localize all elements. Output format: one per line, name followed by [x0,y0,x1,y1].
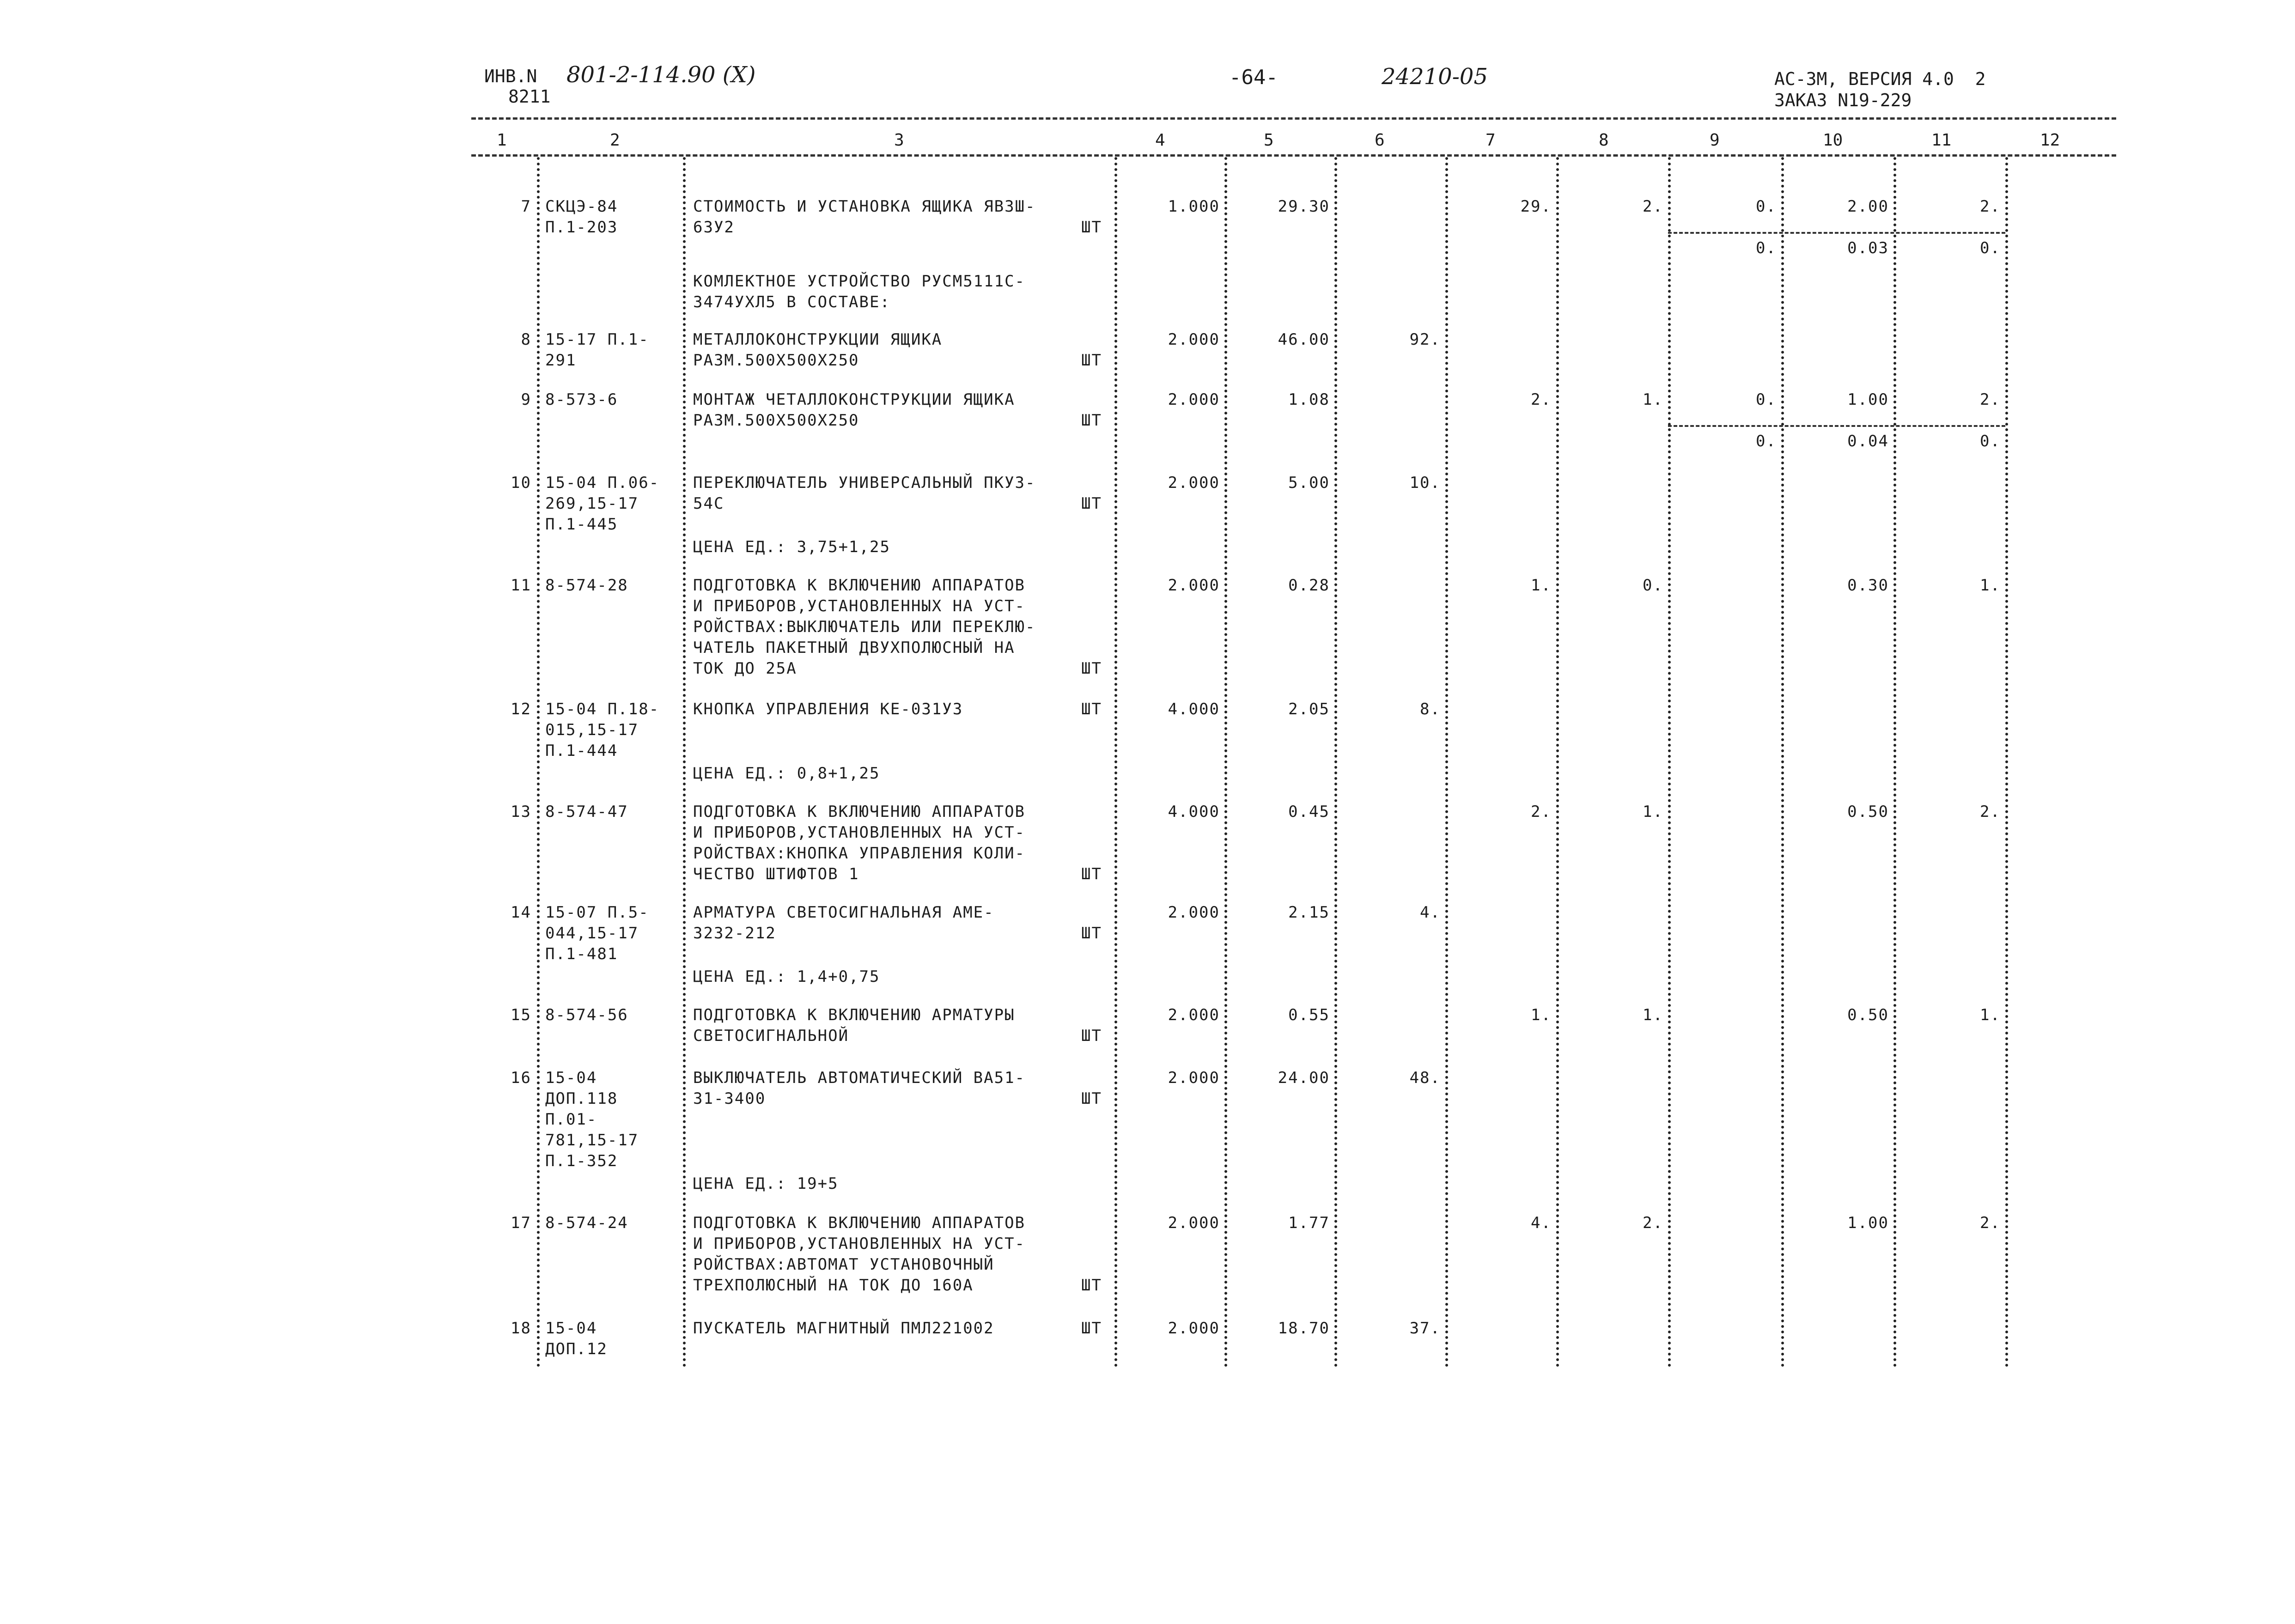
row-unit: ШТ [1081,659,1102,678]
value-c4: 2.000 [1168,1214,1220,1232]
row-unit: ШТ [1081,1319,1102,1338]
value-c4: 2.000 [1168,1006,1220,1024]
row-number: 14 [511,903,531,922]
row-description: 54С [693,494,724,513]
row-code: 781,15-17 [545,1131,639,1150]
value-c9: 0. [1756,390,1777,409]
row-description: ТОК ДО 25А [693,659,797,678]
row-description: ПОДГОТОВКА К ВКЛЮЧЕНИЮ АППАРАТОВ [693,1214,1026,1232]
row-description: МОНТАЖ ЧЕТАЛЛОКОНСТРУКЦИИ ЯЩИКА [693,390,1015,409]
value-c5: 46.00 [1278,330,1330,349]
row-description: ПОДГОТОВКА К ВКЛЮЧЕНИЮ АППАРАТОВ [693,576,1026,595]
row-code: 015,15-17 [545,721,639,739]
col-header-3: 3 [894,131,904,150]
row-number: 10 [511,474,531,492]
row-code: П.1-203 [545,218,618,237]
value-c10: 1.00 [1847,1214,1889,1232]
row-description: РАЗМ.500Х500Х250 [693,411,859,430]
row-code: 291 [545,351,577,370]
row-description: ВЫКЛЮЧАТЕЛЬ АВТОМАТИЧЕСКИЙ ВА51- [693,1069,1026,1087]
column-separator [1445,157,1448,1368]
column-separator [683,157,686,1368]
section-heading: 3474УХЛ5 В СОСТАВЕ: [693,293,890,311]
value-c7: 1. [1531,1006,1552,1024]
row-number: 17 [511,1214,531,1232]
stamp-code: 24210-05 [1382,64,1488,90]
col-header-9: 9 [1710,131,1720,150]
row-description: ПЕРЕКЛЮЧАТЕЛЬ УНИВЕРСАЛЬНЫЙ ПКУЗ- [693,474,1036,492]
value-c11: 2. [1980,390,2001,409]
col-header-10: 10 [1823,131,1843,150]
column-separator [2005,157,2008,1368]
row-code: 15-04 [545,1319,597,1338]
row-number: 15 [511,1006,531,1024]
value-c10: 2.00 [1847,197,1889,216]
col-header-11: 11 [1931,131,1952,150]
row-description: СТОИМОСТЬ И УСТАНОВКА ЯЩИКА ЯВЗШ- [693,197,1036,216]
row-code: 8-574-56 [545,1006,628,1024]
row-description: РОЙСТВАХ:ВЫКЛЮЧАТЕЛЬ ИЛИ ПЕРЕКЛЮ- [693,618,1036,636]
column-separator [1668,157,1671,1368]
row-number: 7 [521,197,531,216]
row-unit: ШТ [1081,924,1102,943]
value-c11: 2. [1980,1214,2001,1232]
row-number: 11 [511,576,531,595]
value-c5: 1.77 [1288,1214,1330,1232]
value-c6: 37. [1409,1319,1441,1338]
row-code: 8-573-6 [545,390,618,409]
row-unit: ШТ [1081,218,1102,237]
row-description: ПУСКАТЕЛЬ МАГНИТНЫЙ ПМЛ221002 [693,1319,994,1338]
subvalue-c11b: 0. [1980,432,2001,450]
value-c6: 4. [1420,903,1441,922]
row-code: П.01- [545,1110,597,1129]
row-unit: ШТ [1081,700,1102,718]
row-code: 269,15-17 [545,494,639,513]
section-heading: КОМЛЕКТНОЕ УСТРОЙСТВО РУСМ5111С- [693,272,1026,291]
column-separator [1556,157,1559,1368]
row-description: ЧЕСТВО ШТИФТОВ 1 [693,865,859,883]
inventory-number: 8211 [508,86,551,107]
row-description: И ПРИБОРОВ,УСТАНОВЛЕННЫХ НА УСТ- [693,823,1026,842]
value-c7: 2. [1531,390,1552,409]
value-c4: 2.000 [1168,390,1220,409]
row-description: 63У2 [693,218,735,237]
value-c5: 1.08 [1288,390,1330,409]
value-c5: 2.15 [1288,903,1330,922]
value-c5: 0.28 [1288,576,1330,595]
row-number: 16 [511,1069,531,1087]
value-c11: 2. [1980,197,2001,216]
row-code: 8-574-24 [545,1214,628,1232]
value-c6: 92. [1409,330,1441,349]
value-c11: 2. [1980,803,2001,821]
col-header-7: 7 [1485,131,1496,150]
row-description: ЧАТЕЛЬ ПАКЕТНЫЙ ДВУХПОЛЮСНЫЙ НА [693,639,1015,657]
value-c9: 0. [1756,197,1777,216]
row-description: РОЙСТВАХ:КНОПКА УПРАВЛЕНИЯ КОЛИ- [693,844,1026,863]
row-code: 15-07 П.5- [545,903,649,922]
row-description: ТРЕХПОЛЮСНЫЙ НА ТОК ДО 160А [693,1276,974,1295]
row-code: СКЦЭ-84 [545,197,618,216]
page-number: -64- [1229,66,1278,89]
row-description: И ПРИБОРОВ,УСТАНОВЛЕННЫХ НА УСТ- [693,597,1026,615]
row-code: П.1-444 [545,742,618,760]
row-code: 15-17 П.1- [545,330,649,349]
value-c4: 2.000 [1168,576,1220,595]
subvalue-c9b: 0. [1756,239,1777,257]
row-code: 15-04 П.06- [545,474,660,492]
column-separator [1893,157,1896,1368]
subvalue-c11b: 0. [1980,239,2001,257]
col-header-1: 1 [497,131,507,150]
col-header-2: 2 [610,131,620,150]
row-number: 9 [521,390,531,409]
row-code: 8-574-47 [545,803,628,821]
value-c6: 48. [1409,1069,1441,1087]
value-c5: 5.00 [1288,474,1330,492]
unit-price-note: ЦЕНА ЕД.: 3,75+1,25 [693,538,890,556]
value-c8: 1. [1643,1006,1663,1024]
subtotal-rule [1668,232,2005,234]
row-unit: ШТ [1081,494,1102,513]
row-description: ПОДГОТОВКА К ВКЛЮЧЕНИЮ АППАРАТОВ [693,803,1026,821]
value-c8: 1. [1643,390,1663,409]
col-header-4: 4 [1155,131,1165,150]
row-number: 8 [521,330,531,349]
value-c5: 29.30 [1278,197,1330,216]
column-separator [1781,157,1784,1368]
row-code: 8-574-28 [545,576,628,595]
value-c5: 24.00 [1278,1069,1330,1087]
value-c8: 1. [1643,803,1663,821]
unit-price-note: ЦЕНА ЕД.: 1,4+0,75 [693,967,880,986]
row-description: ПОДГОТОВКА К ВКЛЮЧЕНИЮ АРМАТУРЫ [693,1006,1015,1024]
value-c10: 0.30 [1847,576,1889,595]
row-unit: ШТ [1081,1276,1102,1295]
value-c7: 29. [1520,197,1552,216]
value-c6: 10. [1409,474,1441,492]
row-description: 3232-212 [693,924,776,943]
row-number: 12 [511,700,531,718]
program-version: АС-3М, ВЕРСИЯ 4.0 2 [1774,69,1986,89]
value-c4: 2.000 [1168,1319,1220,1338]
value-c8: 2. [1643,1214,1663,1232]
top-rule [471,117,2116,120]
row-code: ДОП.118 [545,1089,618,1108]
value-c10: 0.50 [1847,803,1889,821]
row-code: ДОП.12 [545,1340,608,1358]
value-c10: 0.50 [1847,1006,1889,1024]
row-unit: ШТ [1081,351,1102,370]
col-header-8: 8 [1599,131,1609,150]
row-code: П.1-481 [545,945,618,963]
row-number: 18 [511,1319,531,1338]
value-c7: 2. [1531,803,1552,821]
value-c7: 4. [1531,1214,1552,1232]
value-c8: 0. [1643,576,1663,595]
value-c4: 2.000 [1168,903,1220,922]
value-c4: 2.000 [1168,330,1220,349]
value-c11: 1. [1980,1006,2001,1024]
value-c4: 2.000 [1168,474,1220,492]
unit-price-note: ЦЕНА ЕД.: 19+5 [693,1174,839,1193]
header-bottom-rule [471,154,2116,157]
value-c4: 2.000 [1168,1069,1220,1087]
row-code: 044,15-17 [545,924,639,943]
value-c11: 1. [1980,576,2001,595]
value-c5: 2.05 [1288,700,1330,718]
row-unit: ШТ [1081,1089,1102,1108]
row-code: П.1-445 [545,515,618,534]
subtotal-rule [1668,425,2005,427]
value-c5: 0.55 [1288,1006,1330,1024]
row-code: 15-04 П.18- [545,700,660,718]
inventory-label: ИНВ.N [484,66,537,86]
row-description: РАЗМ.500Х500Х250 [693,351,859,370]
value-c4: 4.000 [1168,700,1220,718]
value-c7: 1. [1531,576,1552,595]
col-header-12: 12 [2040,131,2060,150]
row-description: МЕТАЛЛОКОНСТРУКЦИИ ЯЩИКА [693,330,943,349]
value-c10: 1.00 [1847,390,1889,409]
value-c5: 0.45 [1288,803,1330,821]
col-header-6: 6 [1375,131,1385,150]
row-description: КНОПКА УПРАВЛЕНИЯ КЕ-031У3 [693,700,963,718]
document-code: 801-2-114.90 (X) [566,62,756,88]
row-description: РОЙСТВАХ:АВТОМАТ УСТАНОВОЧНЫЙ [693,1255,994,1274]
order-number: ЗАКАЗ N19-229 [1774,90,1912,110]
row-code: П.1-352 [545,1152,618,1170]
value-c8: 2. [1643,197,1663,216]
row-description: 31-3400 [693,1089,766,1108]
value-c6: 8. [1420,700,1441,718]
value-c4: 4.000 [1168,803,1220,821]
row-description: АРМАТУРА СВЕТОСИГНАЛЬНАЯ АМЕ- [693,903,994,922]
row-description: СВЕТОСИГНАЛЬНОЙ [693,1027,849,1045]
row-unit: ШТ [1081,1027,1102,1045]
row-unit: ШТ [1081,411,1102,430]
value-c5: 18.70 [1278,1319,1330,1338]
row-number: 13 [511,803,531,821]
value-c4: 1.000 [1168,197,1220,216]
subvalue-c10b: 0.04 [1847,432,1889,450]
row-description: И ПРИБОРОВ,УСТАНОВЛЕННЫХ НА УСТ- [693,1235,1026,1253]
subvalue-c9b: 0. [1756,432,1777,450]
row-code: 15-04 [545,1069,597,1087]
column-separator [537,157,540,1368]
unit-price-note: ЦЕНА ЕД.: 0,8+1,25 [693,764,880,783]
subvalue-c10b: 0.03 [1847,239,1889,257]
col-header-5: 5 [1264,131,1274,150]
row-unit: ШТ [1081,865,1102,883]
